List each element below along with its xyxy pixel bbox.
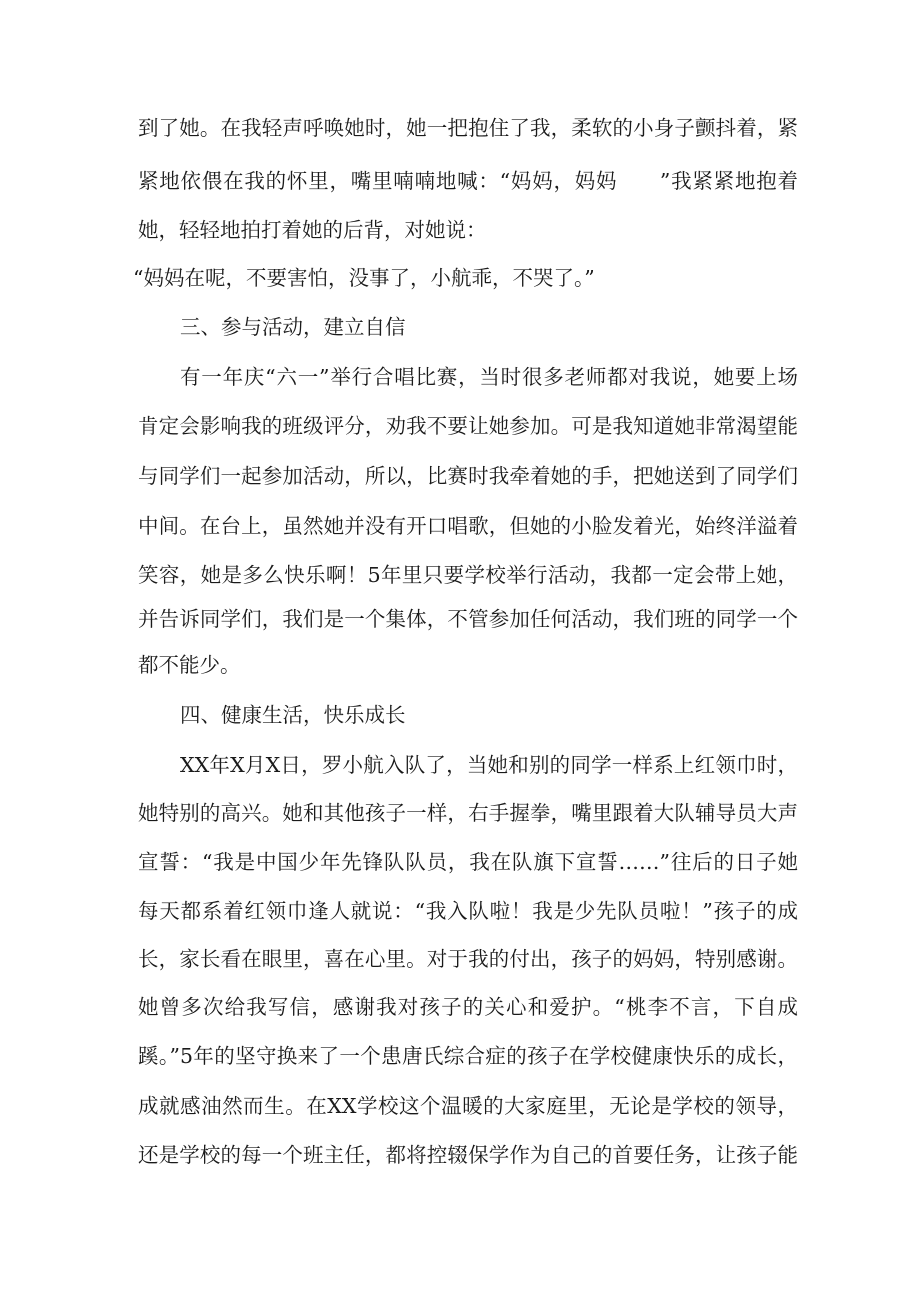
paragraph-first-line: 有一年庆“六一”举行合唱比赛，当时很多老师都对我说，她要上场 xyxy=(180,365,798,389)
section-heading-4: 四、健康生活，快乐成长 xyxy=(180,703,406,727)
body-text-line: 中间。在台上，虽然她并没有开口唱歌，但她的小脸发着光，始终洋溢着 xyxy=(138,514,798,538)
body-text-line: 到了她。在我轻声呼唤她时，她一把抱住了我，柔软的小身子颤抖着，紧 xyxy=(138,116,798,140)
body-text-line: 还是学校的每一个班主任，都将控辍保学作为自己的首要任务，让孩子能 xyxy=(138,1143,798,1167)
body-text-line: 她，轻轻地拍打着她的后背，对她说： xyxy=(138,218,487,242)
paragraph-first-line: XX年X月X日，罗小航入队了，当她和别的同学一样系上红领巾时， xyxy=(180,753,798,777)
body-text-line: 宣誓：“我是中国少年先锋队队员，我在队旗下宣誓……”往后的日子她 xyxy=(138,850,798,874)
body-text-line: 与同学们一起参加活动，所以，比赛时我牵着她的手，把她送到了同学们 xyxy=(138,464,798,488)
section-heading-3: 三、参与活动，建立自信 xyxy=(180,315,406,339)
body-text-line: 肯定会影响我的班级评分，劝我不要让她参加。可是我知道她非常渴望能 xyxy=(138,414,798,438)
body-text-line: 成就感油然而生。在XX学校这个温暖的大家庭里，无论是学校的领导， xyxy=(138,1094,798,1118)
body-text-line: 长，家长看在眼里，喜在心里。对于我的付出，孩子的妈妈，特别感谢。 xyxy=(138,947,798,971)
body-text-line: 她曾多次给我写信，感谢我对孩子的关心和爱护。“桃李不言，下自成 xyxy=(138,995,798,1019)
quote-line: “妈妈在呢，不要害怕，没事了，小航乖，不哭了。” xyxy=(133,266,595,290)
body-text-line: 蹊。”5年的坚守换来了一个患唐氏综合症的孩子在学校健康快乐的成长， xyxy=(138,1044,798,1068)
body-text-line: 笑容，她是多么快乐啊！5年里只要学校举行活动，我都一定会带上她， xyxy=(138,563,798,587)
body-text-line: 每天都系着红领巾逢人就说：“我入队啦！我是少先队员啦！”孩子的成 xyxy=(138,899,798,923)
body-text-line: 都不能少。 xyxy=(138,653,241,677)
body-text-line: 并告诉同学们，我们是一个集体，不管参加任何活动，我们班的同学一个 xyxy=(138,607,798,631)
body-text-line: 紧地依偎在我的怀里，嘴里喃喃地喊：“妈妈，妈妈 ”我紧紧地抱着 xyxy=(138,169,798,193)
body-text-line: 她特别的高兴。她和其他孩子一样，右手握拳，嘴里跟着大队辅导员大声 xyxy=(138,801,798,825)
